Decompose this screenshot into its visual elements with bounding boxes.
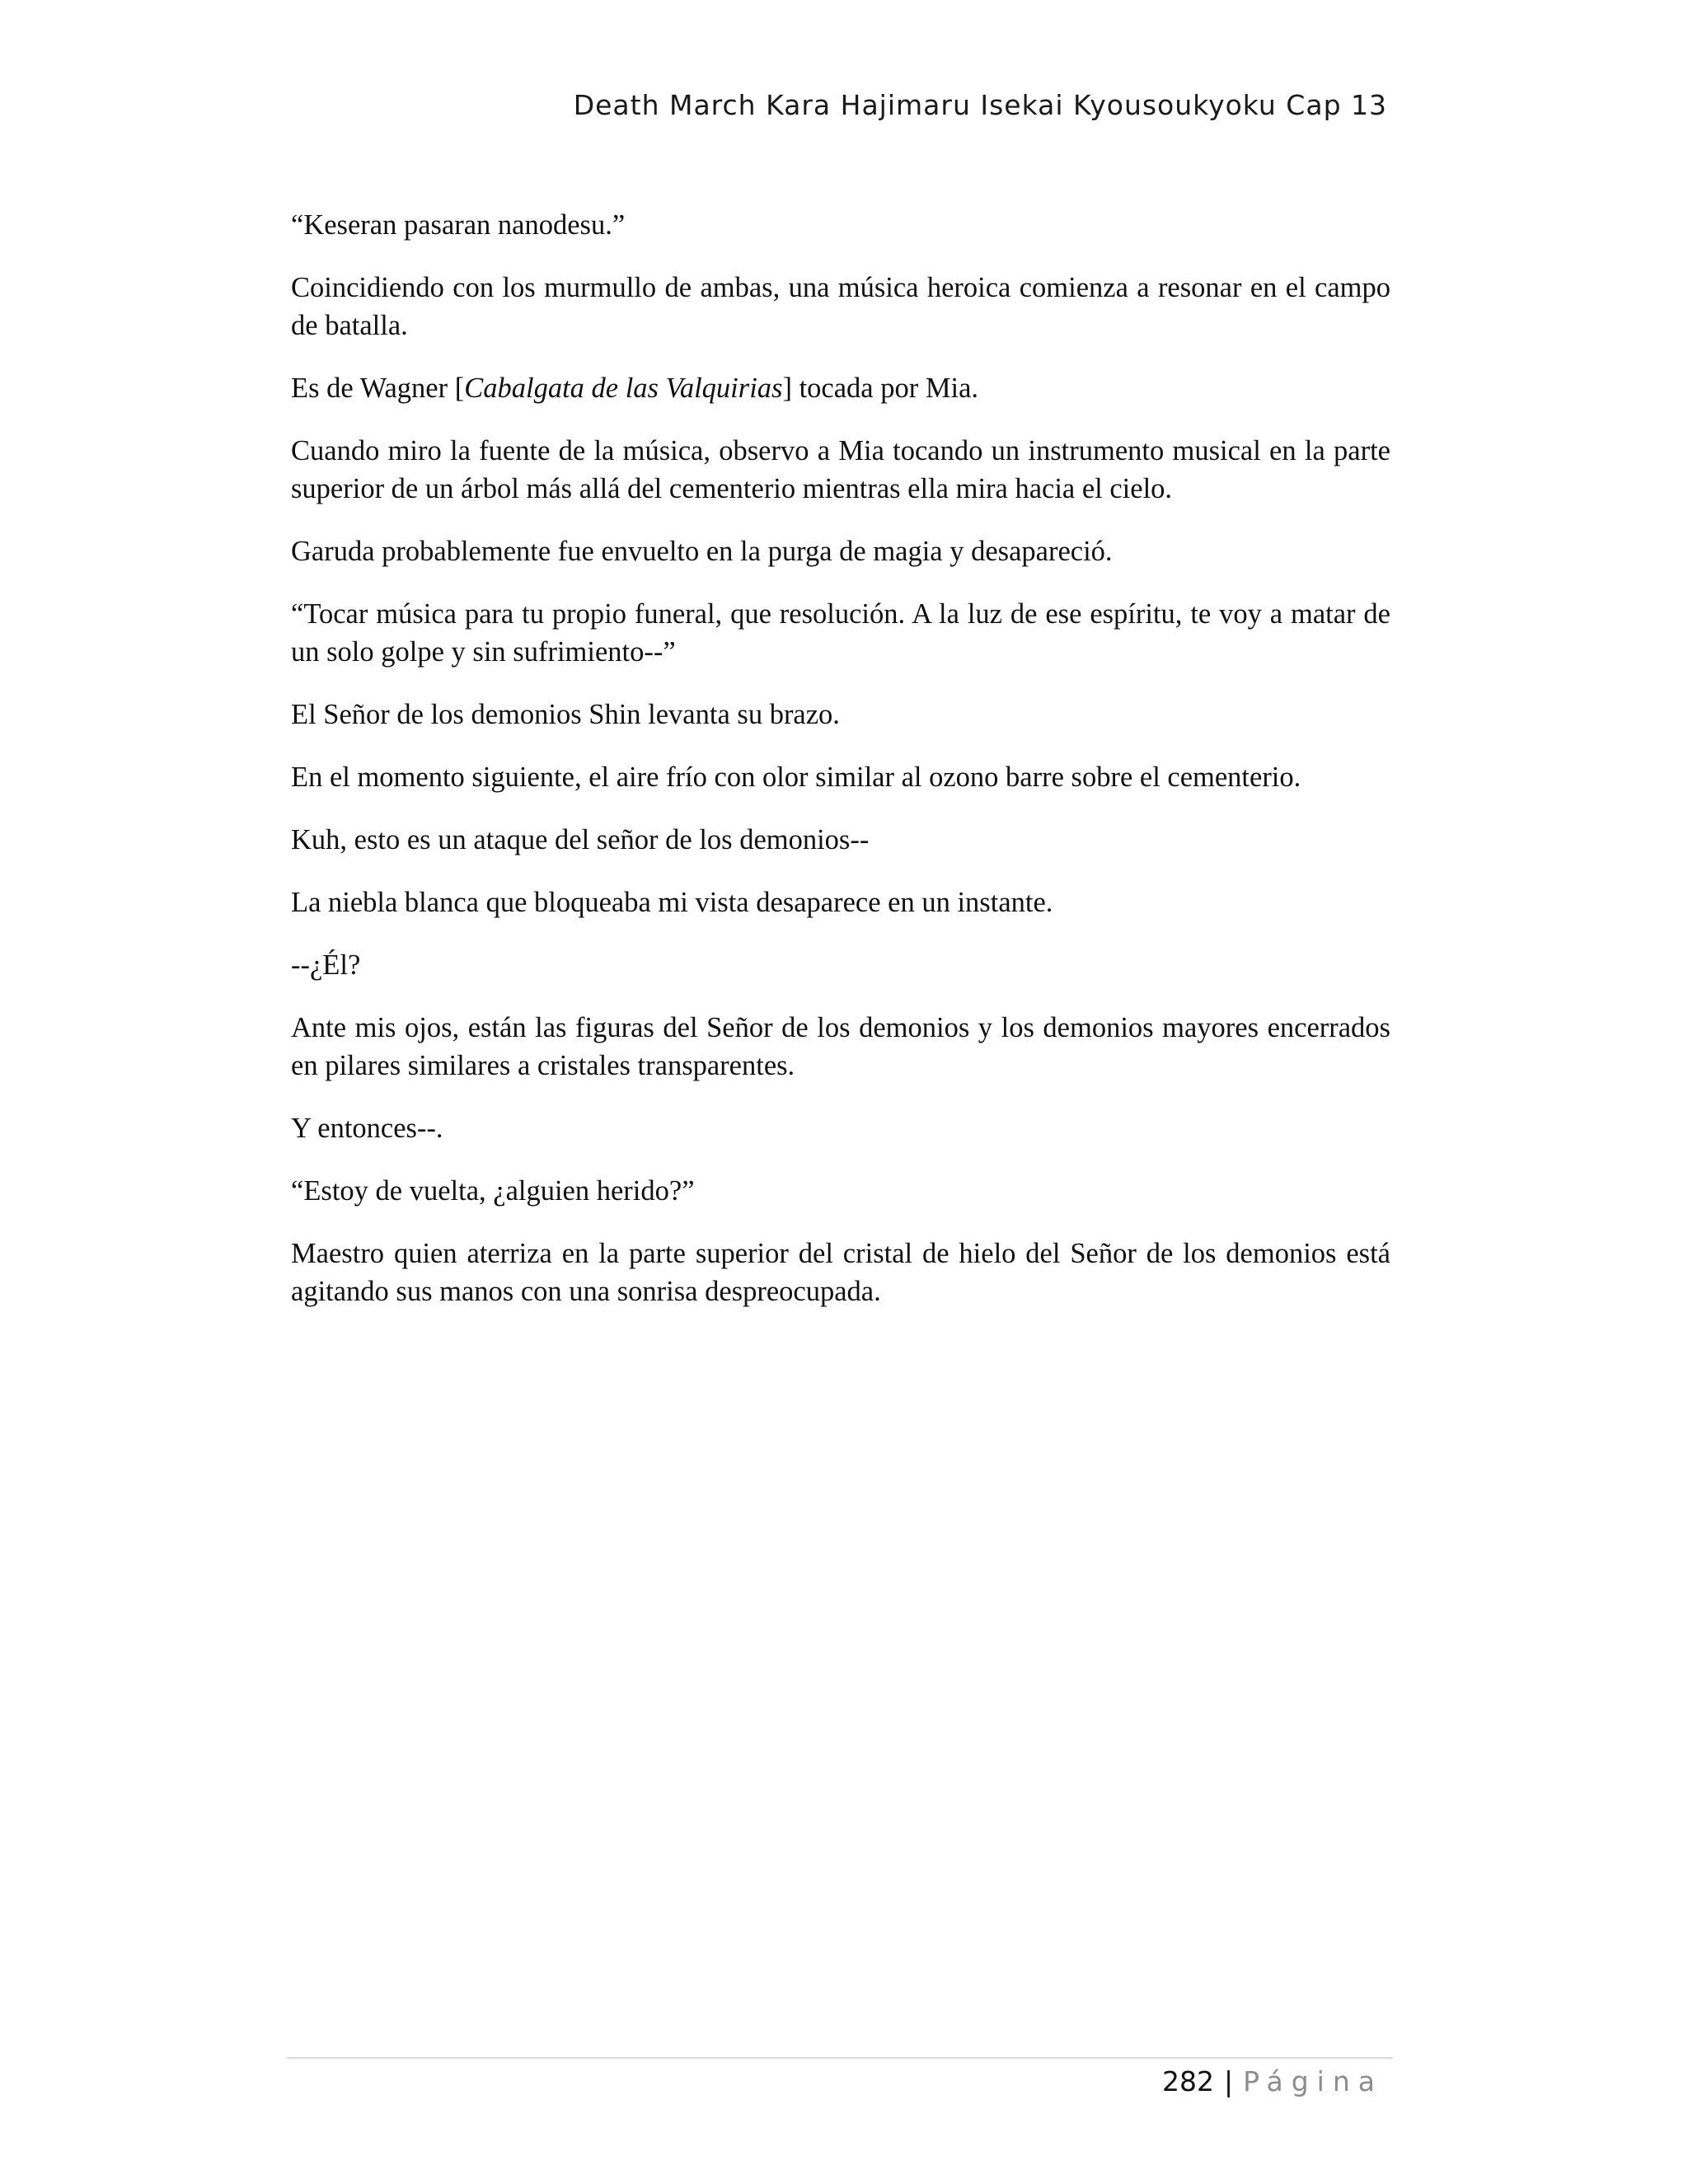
paragraph: En el momento siguiente, el aire frío con olor similar al ozono barre sobre el cementerio. [291, 762, 1301, 793]
paragraph: Y entonces--. [291, 1113, 443, 1144]
paragraph [291, 369, 1390, 407]
paragraph: Coincidiendo con los murmullo de ambas, una música heroica comienza a resonar en el campo de batalla. [291, 272, 1390, 341]
paragraph: “Estoy de vuelta, ¿alguien herido?” [291, 1175, 695, 1207]
paragraph: “Keseran pasaran nanodesu.” [291, 209, 626, 241]
paragraph: La niebla blanca que bloqueaba mi vista desaparece en un instante. [291, 887, 1053, 918]
paragraph: --¿Él? [291, 949, 361, 981]
page-number: 282 [1161, 2065, 1214, 2097]
running-header: Death March Kara Hajimaru Isekai Kyousoukyoku Cap 13 [573, 89, 1387, 121]
paragraph: Ante mis ojos, están las figuras del Señor de los demonios y los demonios mayores encerrados en pilares similares a cristales transparentes. [291, 1012, 1390, 1081]
page-word: Página [1243, 2065, 1383, 2097]
paragraph: Cuando miro la fuente de la música, observo a Mia tocando un instrumento musical en la parte superior de un árbol más allá del cementerio mientras ella mira hacia el cielo. [291, 435, 1390, 504]
paragraph: El Señor de los demonios Shin levanta su brazo. [291, 699, 840, 730]
paragraph: Garuda probablemente fue envuelto en la purga de magia y desapareció. [291, 536, 1113, 567]
body-text [291, 206, 1390, 1335]
footer-separator: | [1223, 2065, 1234, 2097]
paragraph: “Tocar música para tu propio funeral, que resolución. A la luz de ese espíritu, te voy a matar de un solo golpe y sin sufrimiento--” [291, 598, 1390, 668]
page-footer [1162, 2064, 1383, 2100]
footer-divider [287, 2057, 1393, 2059]
paragraph-text: ] tocada por Mia. [782, 373, 979, 404]
paragraph: Kuh, esto es un ataque del señor de los demonios-- [291, 824, 870, 855]
paragraph: Maestro quien aterriza en la parte superior del cristal de hielo del Señor de los demonios está agitando sus manos con una sonrisa despreocupada. [291, 1238, 1390, 1307]
italic-title: Cabalgata de las Valquirias [464, 373, 783, 404]
paragraph-text: Es de Wagner [ [291, 373, 465, 404]
